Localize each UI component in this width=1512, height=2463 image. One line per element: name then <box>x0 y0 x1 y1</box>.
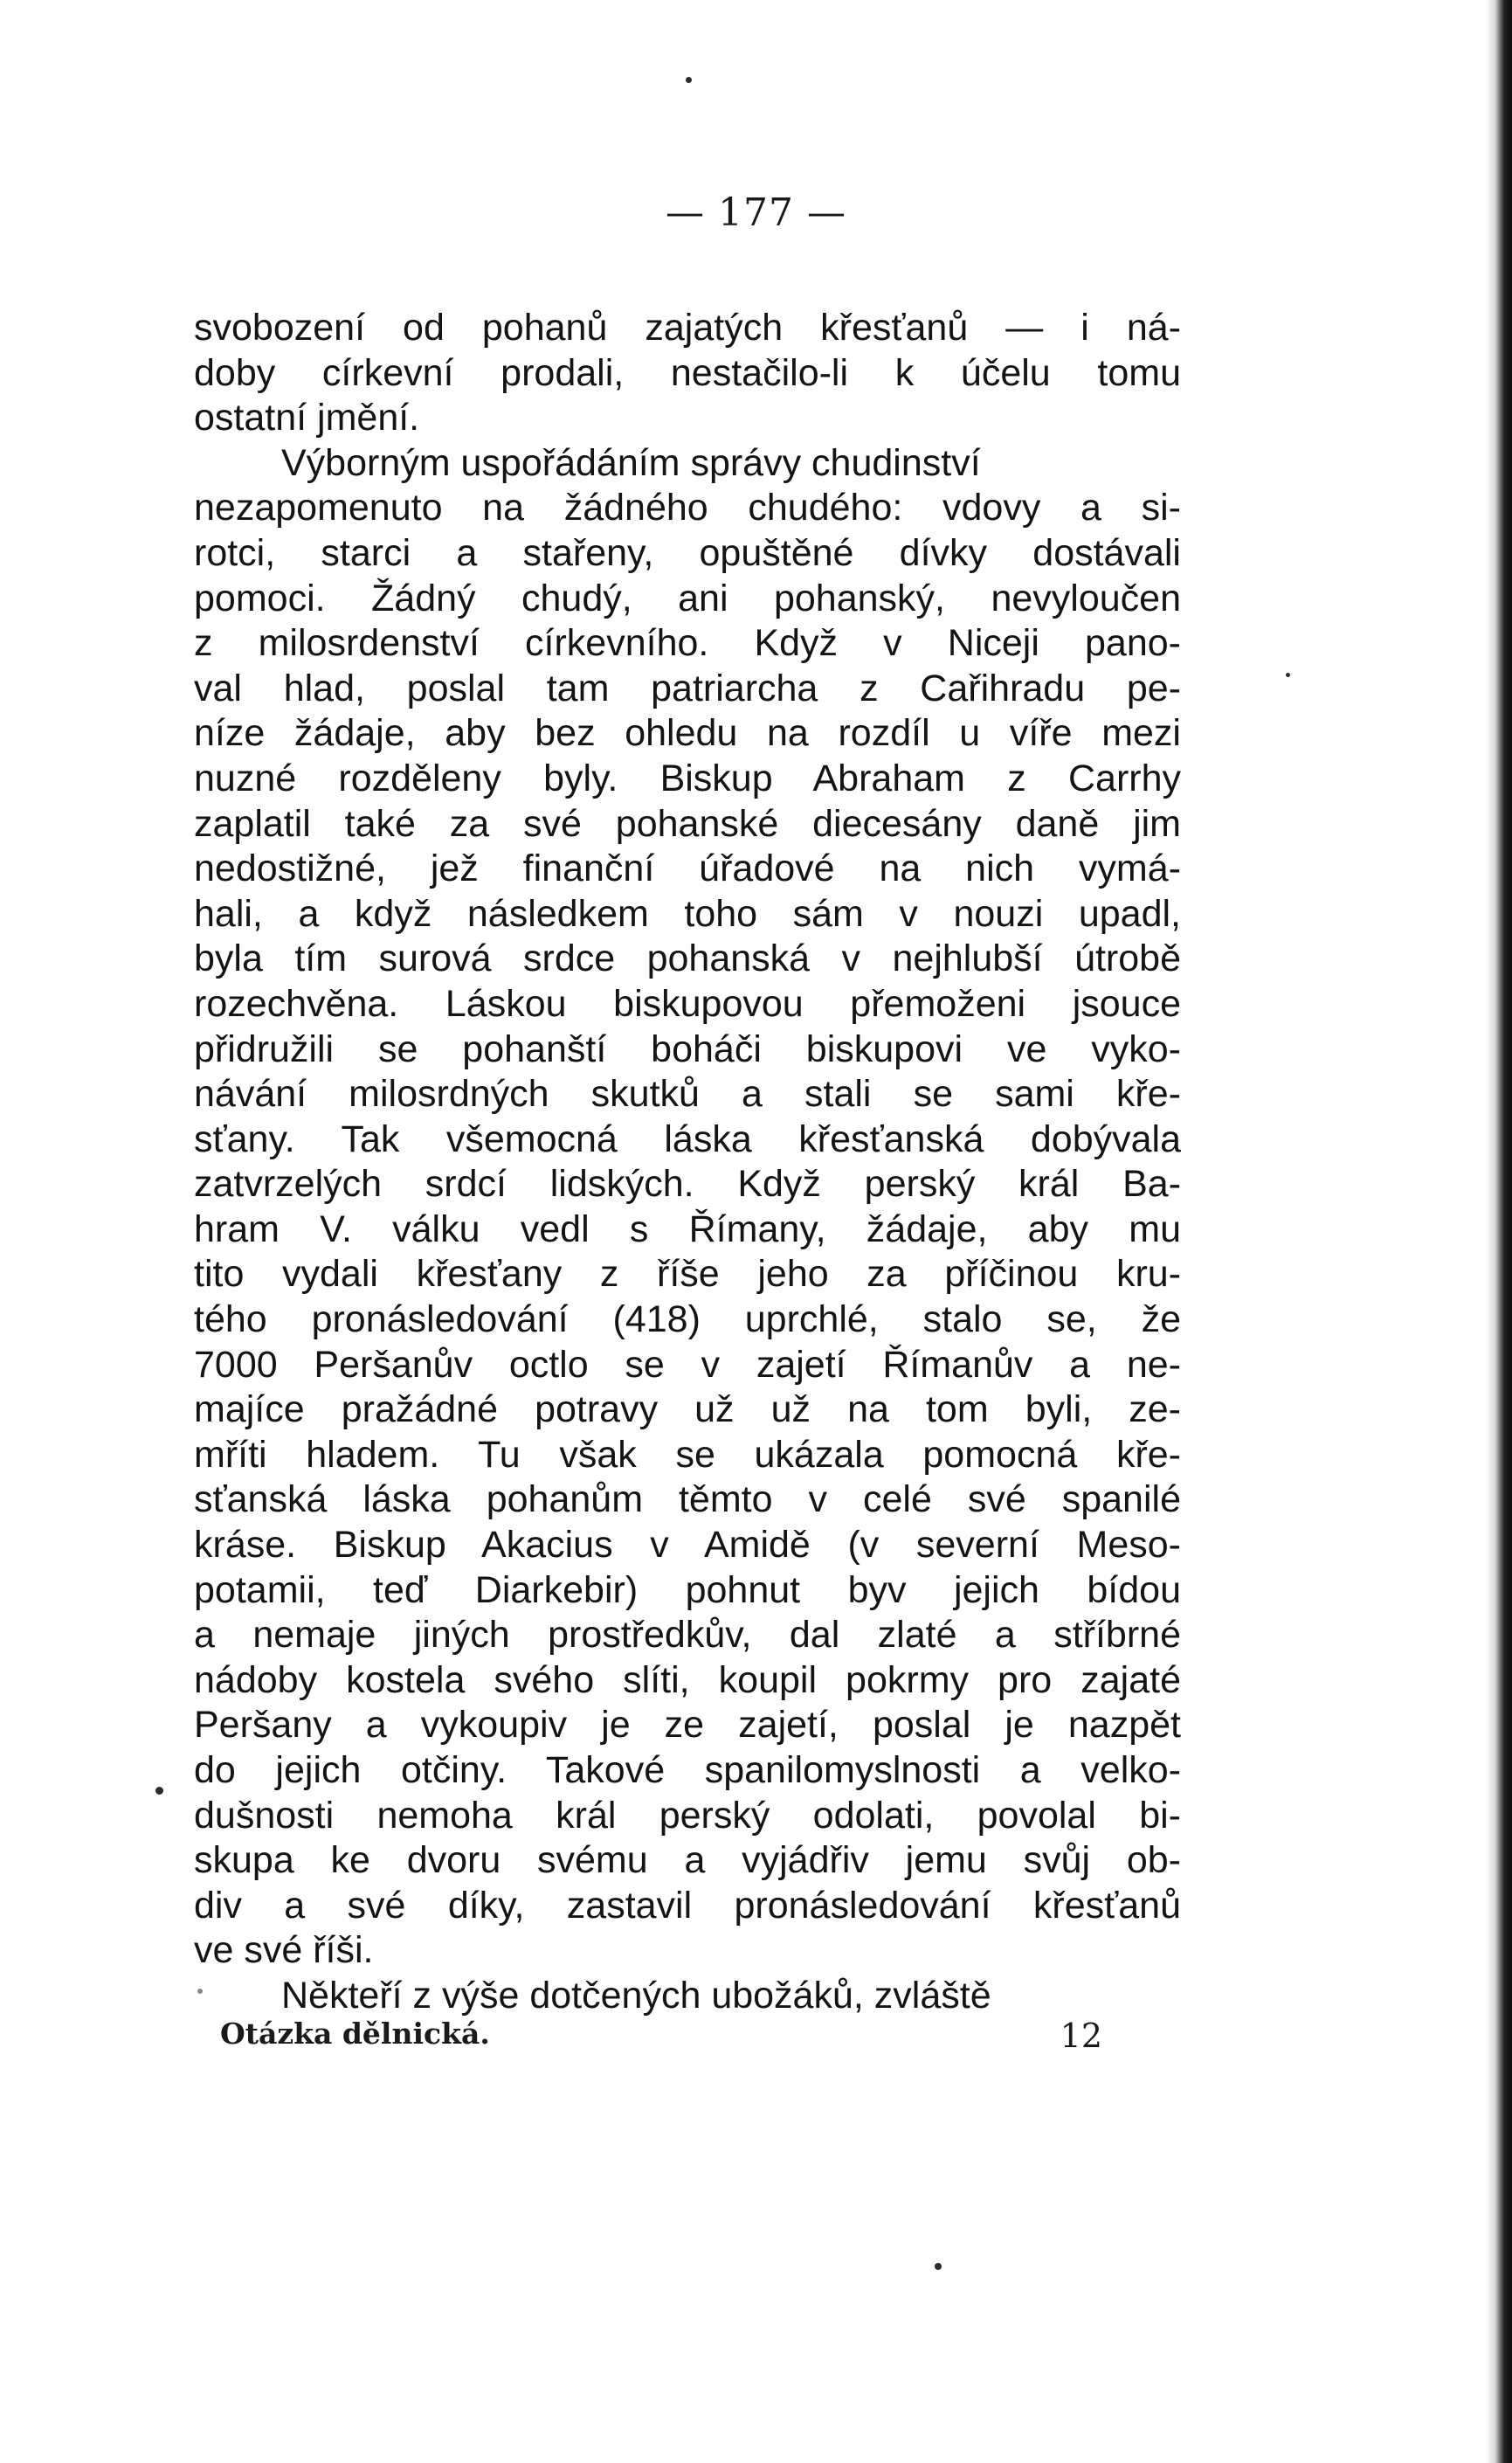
page-binding-edge <box>1486 0 1512 2463</box>
scan-speck <box>686 77 692 83</box>
text-line: přidružili se pohanští boháči biskupovi ve vyko- <box>194 1027 1181 1070</box>
text-line: ve své říši. <box>194 1929 374 1972</box>
text-line: div a své díky, zastavil pronásledování křesťanů <box>194 1884 1181 1927</box>
text-line: dušnosti nemoha král perský odolati, povolal bi- <box>194 1794 1181 1837</box>
text-line: val hlad, poslal tam patriarcha z Cařihradu pe- <box>194 667 1181 709</box>
scan-speck <box>155 1787 163 1795</box>
text-line: z milosrdenství církevního. Když v Niceji pano- <box>194 622 1181 665</box>
text-line: svobození od pohanů zajatých křesťanů — i ná- <box>194 307 1181 349</box>
text-line: nuzné rozděleny byly. Biskup Abraham z Carrhy <box>194 757 1181 799</box>
text-line: hram V. válku vedl s Římany, žádaje, aby mu <box>194 1207 1181 1250</box>
text-line: rotci, starci a stařeny, opuštěné dívky dostávali <box>194 531 1181 574</box>
text-line: doby církevní prodali, nestačilo-li k účelu tomu <box>194 351 1181 394</box>
text-line: hali, a když následkem toho sám v nouzi upadl, <box>194 892 1181 935</box>
text-line: tito vydali křesťany z říše jeho za příčinou kru- <box>194 1253 1181 1296</box>
text-line: nezapomenuto na žádného chudého: vdovy a si- <box>194 487 1181 529</box>
text-line: pomoci. Žádný chudý, ani pohanský, nevyloučen <box>194 577 1181 619</box>
text-line: zatvrzelých srdcí lidských. Když perský král Ba- <box>194 1163 1181 1206</box>
footer-book-title: Otázka dělnická. <box>220 2017 490 2051</box>
text-line: nedostižné, jež finanční úřadové na nich vymá- <box>194 848 1181 890</box>
page-number: — 177 — <box>666 190 846 235</box>
text-line: Výborným uspořádáním správy chudinství <box>281 441 981 484</box>
scan-speck <box>197 1989 203 1994</box>
scan-speck <box>935 2263 942 2270</box>
footer-signature-mark: 12 <box>1060 2017 1102 2055</box>
scan-speck <box>1286 673 1290 677</box>
text-line: kráse. Biskup Akacius v Amidě (v severní Meso- <box>194 1524 1181 1567</box>
text-line: sťanská láska pohanům těmto v celé své spanilé <box>194 1478 1181 1521</box>
text-line: potamii, teď Diarkebir) pohnut byv jejich bídou <box>194 1568 1181 1611</box>
text-line: Někteří z výše dotčených ubožáků, zvláště <box>281 1974 991 2017</box>
text-line: návání milosrdných skutků a stali se sami kře- <box>194 1073 1181 1116</box>
text-line: a nemaje jiných prostředkův, dal zlaté a stříbrné <box>194 1614 1181 1657</box>
text-line: ostatní jmění. <box>194 397 420 439</box>
text-line: sťany. Tak všemocná láska křesťanská dobývala <box>194 1117 1181 1160</box>
text-line: byla tím surová srdce pohanská v nejhlubší útrobě <box>194 937 1181 980</box>
text-line: skupa ke dvoru svému a vyjádřiv jemu svůj ob- <box>194 1839 1181 1882</box>
text-line: rozechvěna. Láskou biskupovou přemoženi jsouce <box>194 982 1181 1025</box>
text-line: nádoby kostela svého slíti, koupil pokrmy pro zajaté <box>194 1658 1181 1701</box>
text-line: majíce pražádné potravy už už na tom byli, ze- <box>194 1388 1181 1431</box>
text-line: Peršany a vykoupiv je ze zajetí, poslal je nazpět <box>194 1704 1181 1747</box>
text-line: mříti hladem. Tu však se ukázala pomocná kře- <box>194 1433 1181 1476</box>
text-line: níze žádaje, aby bez ohledu na rozdíl u víře mezi <box>194 712 1181 755</box>
body-text <box>194 306 1181 2019</box>
text-line: do jejich otčiny. Takové spanilomyslnosti a velko- <box>194 1749 1181 1791</box>
text-line: tého pronásledování (418) uprchlé, stalo se, že <box>194 1298 1181 1341</box>
text-line: 7000 Peršanův octlo se v zajetí Římanův a ne- <box>194 1343 1181 1386</box>
text-line: zaplatil také za své pohanské diecesány daně jim <box>194 802 1181 845</box>
